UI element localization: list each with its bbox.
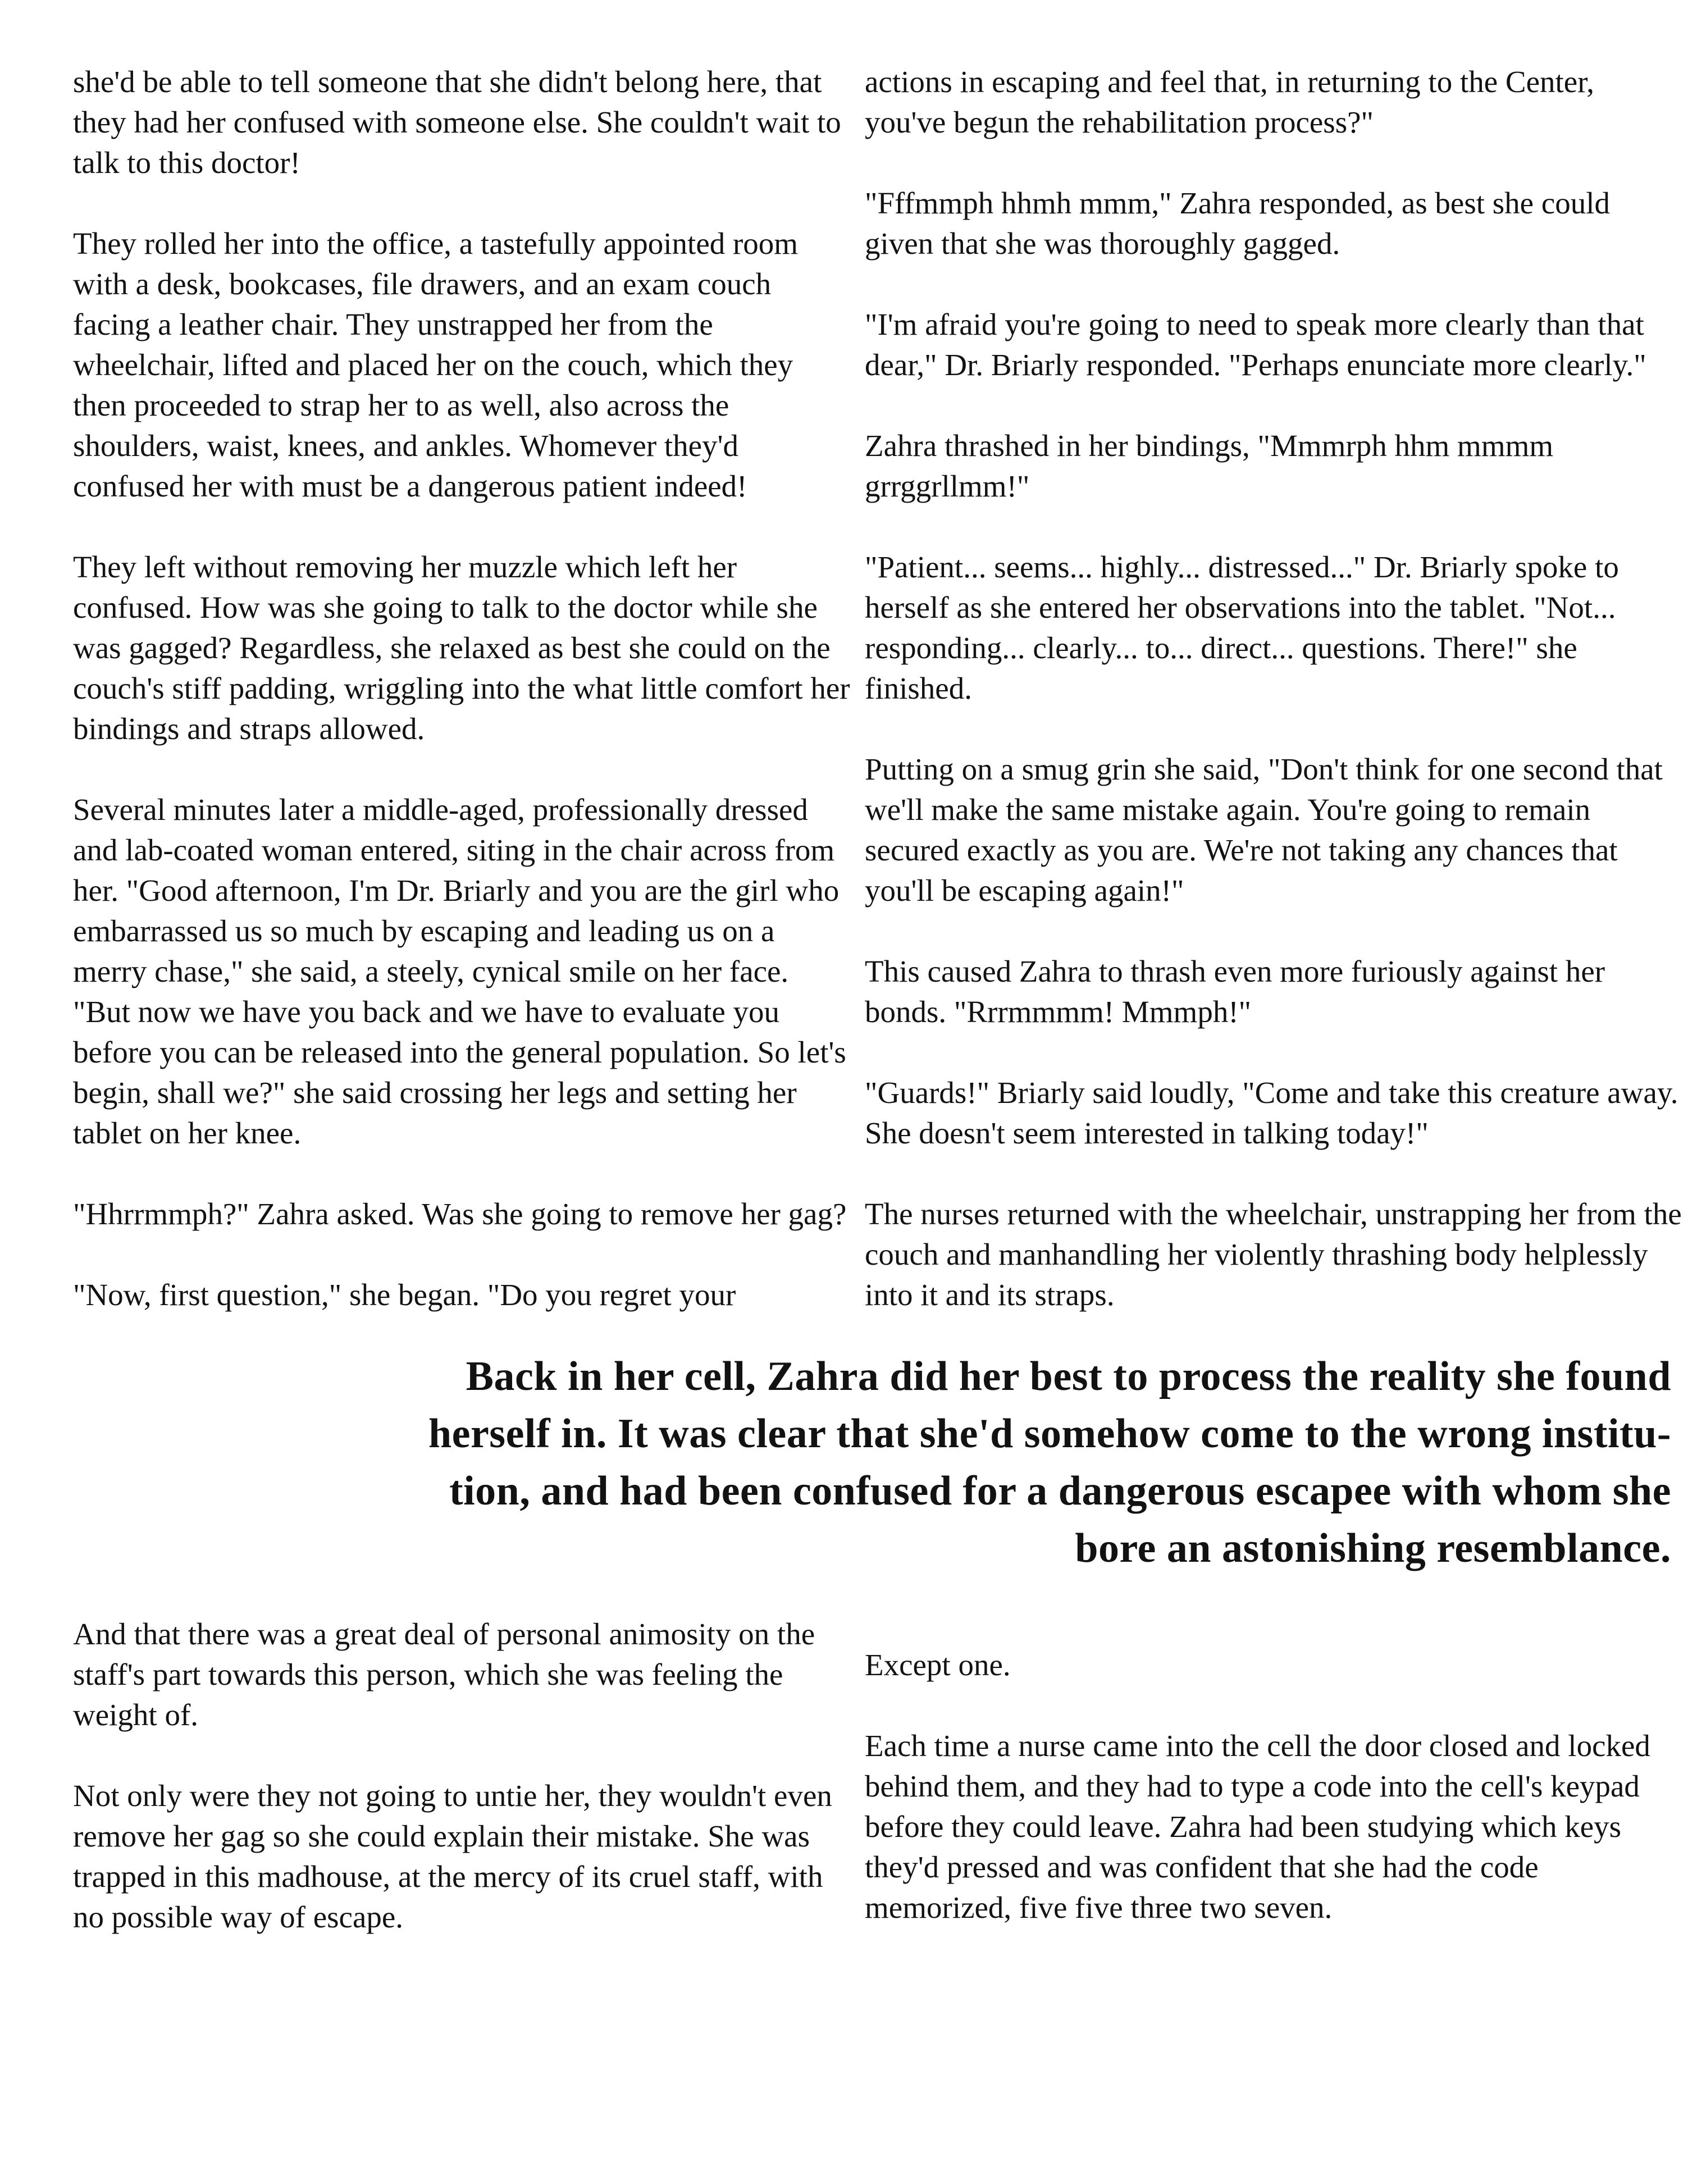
paragraph: "Hhrrmmph?" Zahra asked. Was she going to remove her gag? xyxy=(73,1197,847,1231)
paragraph: Not only were they not going to untie her, they wouldn't even remove her gag so she could explain their mistake. She was trapped in this madhouse, at the mercy of its cruel staff, with no possible way of escape. xyxy=(73,1779,832,1934)
paragraph: "I'm afraid you're going to need to speak more clearly than that dear," Dr. Briarly responded. "Perhaps enunciate more clearly." xyxy=(865,307,1646,382)
pull-quote-line: tion, and had been confused for a dangerous escapee with whom she xyxy=(449,1468,1671,1514)
paragraph: Zahra thrashed in her bindings, "Mmmrph hhm mmmm grrggrllmm!" xyxy=(865,428,1554,503)
top-two-column-section xyxy=(0,62,1688,1315)
paragraph: Except one. xyxy=(865,1648,1011,1682)
paragraph: Putting on a smug grin she said, "Don't think for one second that we'll make the same mistake again. You're going to remain secured exactly as you are. We're not taking any chances that you'll be escaping again!" xyxy=(865,752,1663,908)
paragraph: And that there was a great deal of personal animosity on the staff's part towards this person, which she was feeling the weight of. xyxy=(73,1617,815,1732)
paragraph: Several minutes later a middle-aged, professionally dressed and lab-coated woman entered, siting in the chair across from her. "Good afternoon, I'm Dr. Briarly and you are the girl who embarrassed us so much by escaping and leading us on a merry chase," she said, a steely, cynical smile on her face. "But now we have you back and we have to evaluate you before you can be released into the general population. So let's begin, shall we?" she said crossing her legs and setting her tablet on her knee. xyxy=(73,792,846,1150)
paragraph: "Guards!" Briarly said loudly, "Come and take this creature away. She doesn't seem interested in talking today!" xyxy=(865,1075,1678,1150)
top-right-column xyxy=(865,62,1682,1315)
paragraph: They left without removing her muzzle which left her confused. How was she going to talk to the doctor while she was gagged? Regardless, she relaxed as best she could on the couch's stiff padding, wriggling into the what little comfort her bindings and straps allowed. xyxy=(73,550,850,746)
pull-quote-line: herself in. It was clear that she'd somehow come to the wrong institu- xyxy=(428,1411,1671,1457)
paragraph: They rolled her into the office, a tastefully appointed room with a desk, bookcases, file drawers, and an exam couch facing a leather chair. They unstrapped her from the wheelchair, lifted and placed her on the couch, which they then proceeded to strap her to as well, also across the shoulders, waist, knees, and ankles. Whomever they'd confused her with must be a dangerous patient indeed! xyxy=(73,226,799,503)
pull-quote xyxy=(73,1348,1671,1577)
paragraph: The nurses returned with the wheelchair, unstrapping her from the couch and manhandling her violently thrashing body helplessly into it and its straps. xyxy=(865,1197,1682,1312)
pull-quote-line: Back in her cell, Zahra did her best to process the reality she found xyxy=(466,1353,1671,1399)
bottom-left-column xyxy=(73,1614,851,1937)
top-left-column xyxy=(73,62,851,1315)
paragraph: actions in escaping and feel that, in returning to the Center, you've begun the rehabilitation process?" xyxy=(865,65,1595,139)
paragraph: she'd be able to tell someone that she didn't belong here, that they had her confused with someone else. She couldn't wait to talk to this doctor! xyxy=(73,65,841,180)
paragraph: "Now, first question," she began. "Do you regret your xyxy=(73,1278,736,1312)
paragraph: "Patient... seems... highly... distressed..." Dr. Briarly spoke to herself as she entered her observations into the tablet. "Not... responding... clearly... to... direct... questions. There!" she finished. xyxy=(865,550,1619,705)
paragraph: Each time a nurse came into the cell the door closed and locked behind them, and they had to type a code into the cell's keypad before they could leave. Zahra had been studying which keys they'd pressed and was confident that she had the code memorized, five five three two seven. xyxy=(865,1729,1650,1925)
bottom-two-column-section xyxy=(0,1614,1688,1937)
bottom-right-column xyxy=(865,1614,1682,1937)
paragraph: "Fffmmph hhmh mmm," Zahra responded, as best she could given that she was thoroughly gagged. xyxy=(865,186,1611,261)
paragraph: This caused Zahra to thrash even more furiously against her bonds. "Rrrmmmm! Mmmph!" xyxy=(865,954,1605,1029)
pull-quote-line: bore an astonishing resemblance. xyxy=(1075,1525,1671,1571)
